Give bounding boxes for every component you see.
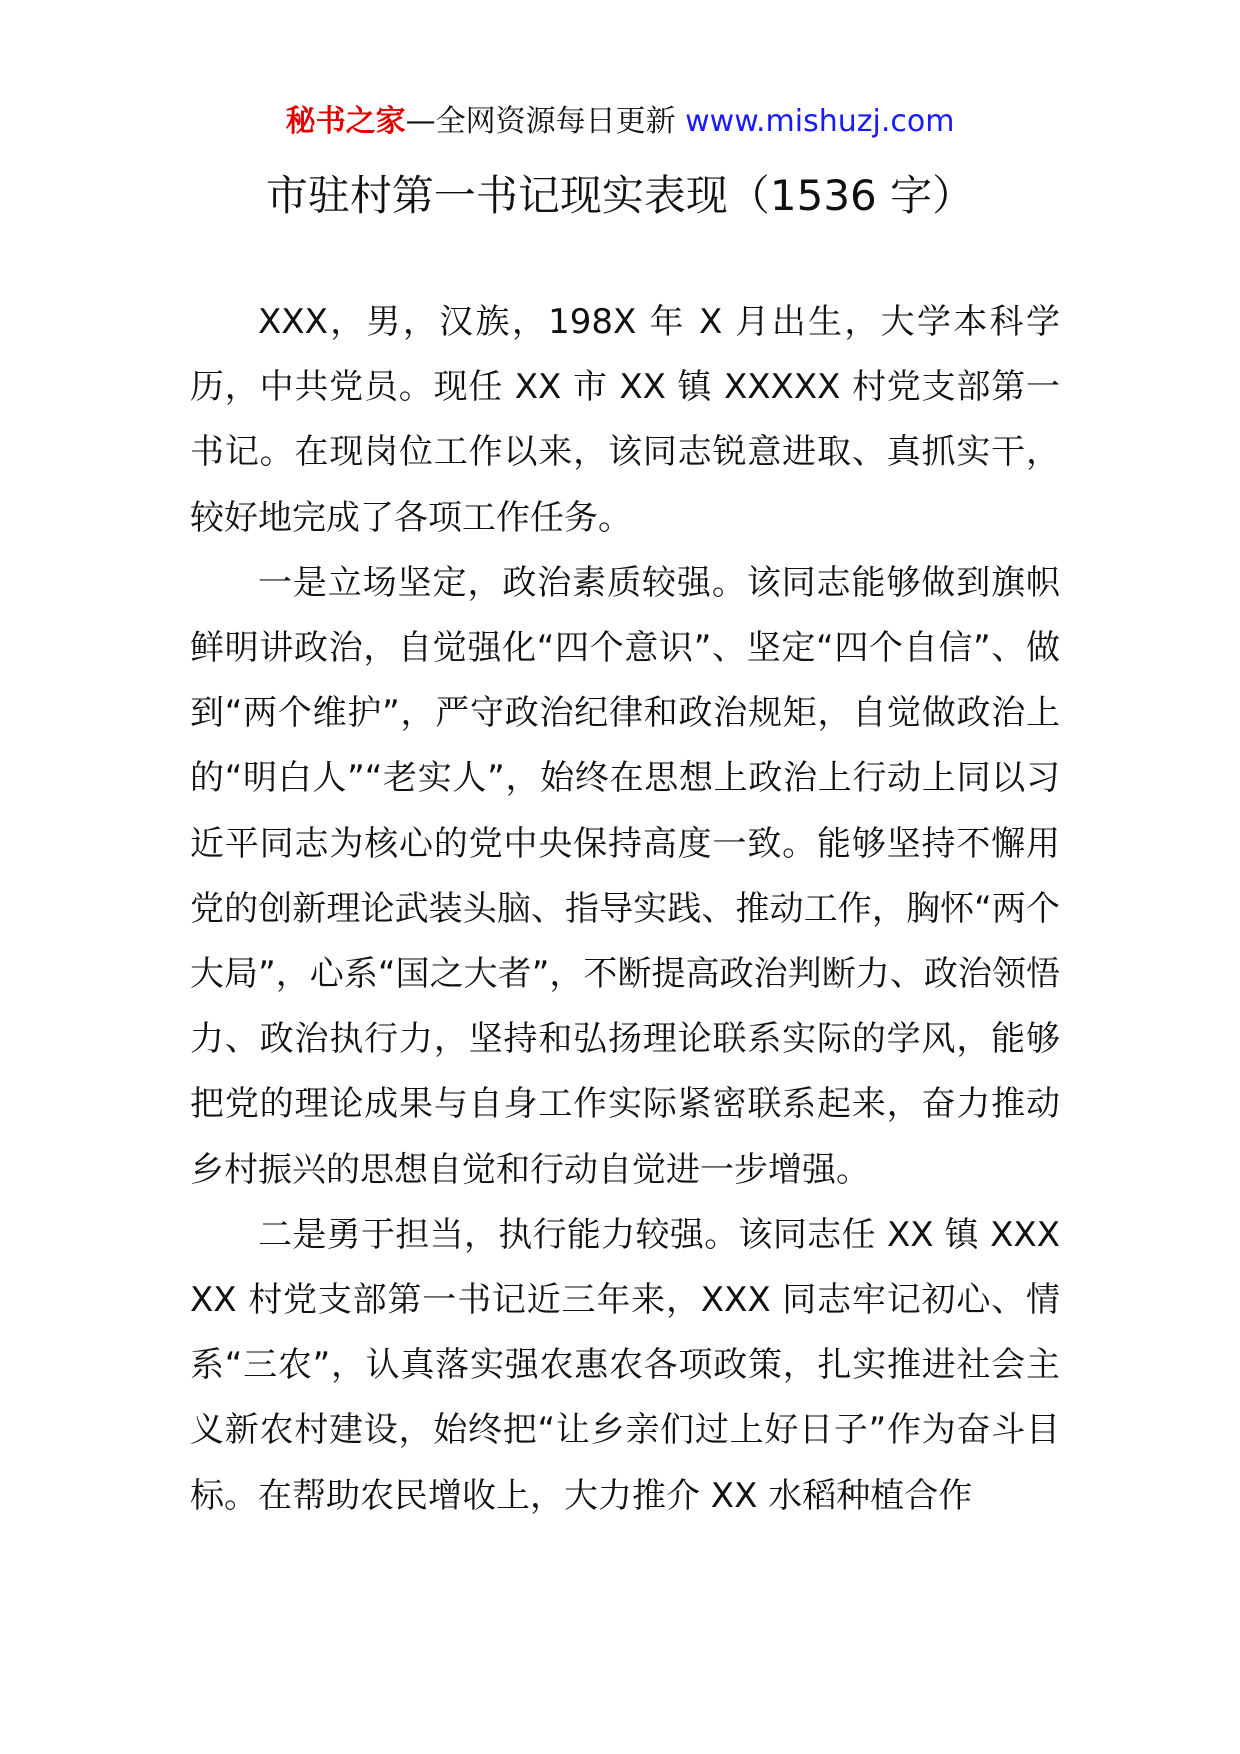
paragraph-text: XXX，男，汉族，198X 年 X 月出生，大学本科学历，中共党员。现任 XX 市 XX 镇 XXXXX 村党支部第一书记。在现岗位工作以来，该同志锐意进取、真抓实干，较好地完成了各项工作任务。	[190, 302, 1060, 538]
site-url-link[interactable]: www.mishuzj.com	[685, 104, 955, 139]
brand-name: 秘书之家	[285, 104, 406, 139]
site-header	[0, 100, 1240, 144]
paragraph-text: 该同志任 XX 镇 XXXXX 村党支部第一书记近三年来，XXX 同志牢记初心、情系“三农”，认真落实强农惠农各项政策，扎实推进社会主义新农村建设，始终把“让乡亲们过上好日子”作为奋斗目标。在帮助农民增收上，大力推介 XX 水稻种植合作	[190, 1214, 1060, 1516]
paragraph-lead: 一是立场坚定，政治素质较强。	[258, 562, 747, 603]
paragraph-political-stance	[190, 551, 1060, 1203]
paragraph-intro	[190, 290, 1060, 551]
document-body	[190, 290, 1060, 1529]
paragraph-lead: 二是勇于担当，执行能力较强。	[258, 1214, 739, 1255]
document-title: 市驻村第一书记现实表现（1536 字）	[265, 171, 975, 220]
paragraph-responsibility	[190, 1203, 1060, 1529]
paragraph-text: 该同志能够做到旗帜鲜明讲政治，自觉强化“四个意识”、坚定“四个自信”、做到“两个维护”，严守政治纪律和政治规矩，自觉做政治上的“明白人”“老实人”，始终在思想上政治上行动上同以习近平同志为核心的党中央保持高度一致。能够坚持不懈用党的创新理论武装头脑、指导实践、推动工作，胸怀“两个大局”，心系“国之大者”，不断提高政治判断力、政治领悟力、政治执行力，坚持和弘扬理论联系实际的学风，能够把党的理论成果与自身工作实际紧密联系起来，奋力推动乡村振兴的思想自觉和行动自觉进一步增强。	[190, 562, 1061, 1190]
header-tagline: —全网资源每日更新	[405, 104, 686, 139]
